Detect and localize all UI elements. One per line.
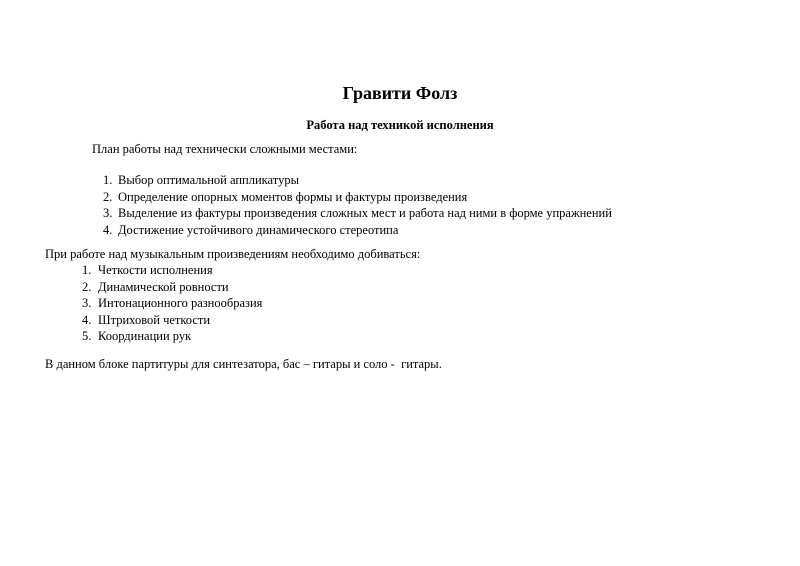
list-item-marker: 4. bbox=[103, 223, 113, 238]
list-item-text: Четкости исполнения bbox=[98, 263, 213, 277]
goals-list bbox=[82, 262, 262, 345]
list-item-marker: 1. bbox=[103, 173, 113, 187]
list-item-text: Достижение устойчивого динамического стереотипа bbox=[118, 223, 399, 238]
list-item-text: Штриховой четкости bbox=[98, 312, 211, 327]
list-item bbox=[82, 328, 262, 345]
list-item bbox=[82, 295, 262, 312]
closing-paragraph: В данном блоке партитуры для синтезатора, бас – гитары и соло - гитары. bbox=[45, 357, 442, 371]
list-item bbox=[103, 222, 612, 239]
list-item bbox=[82, 312, 262, 329]
list-item-text: Выделение из фактуры произведения сложных мест и работа над ними в форме упражнений bbox=[118, 206, 612, 221]
document-title: Гравити Фолз bbox=[342, 83, 458, 103]
plan-section-intro: План работы над технически сложными местами: bbox=[92, 142, 358, 156]
list-item-text: Координации рук bbox=[98, 329, 192, 343]
list-item-marker: 3. bbox=[103, 206, 113, 221]
list-item bbox=[103, 205, 612, 222]
goals-section-intro: При работе над музыкальным произведениям необходимо добиваться: bbox=[45, 247, 421, 261]
list-item bbox=[82, 262, 262, 279]
list-item-marker: 5. bbox=[82, 329, 92, 343]
list-item-marker: 2. bbox=[103, 189, 113, 204]
list-item-text: Динамической ровности bbox=[98, 279, 229, 294]
list-item-marker: 2. bbox=[82, 279, 92, 294]
document-subtitle: Работа над техникой исполнения bbox=[306, 118, 494, 132]
list-item bbox=[103, 172, 612, 189]
list-item-marker: 3. bbox=[82, 296, 92, 310]
plan-list bbox=[103, 172, 612, 239]
list-item-marker: 1. bbox=[82, 263, 92, 277]
list-item-text: Определение опорных моментов формы и фактуры произведения bbox=[118, 189, 468, 204]
list-item-marker: 4. bbox=[82, 312, 92, 327]
list-item bbox=[103, 189, 612, 206]
list-item-text: Интонационного разнообразия bbox=[98, 296, 263, 310]
list-item bbox=[82, 279, 262, 296]
list-item-text: Выбор оптимальной аппликатуры bbox=[118, 173, 299, 187]
